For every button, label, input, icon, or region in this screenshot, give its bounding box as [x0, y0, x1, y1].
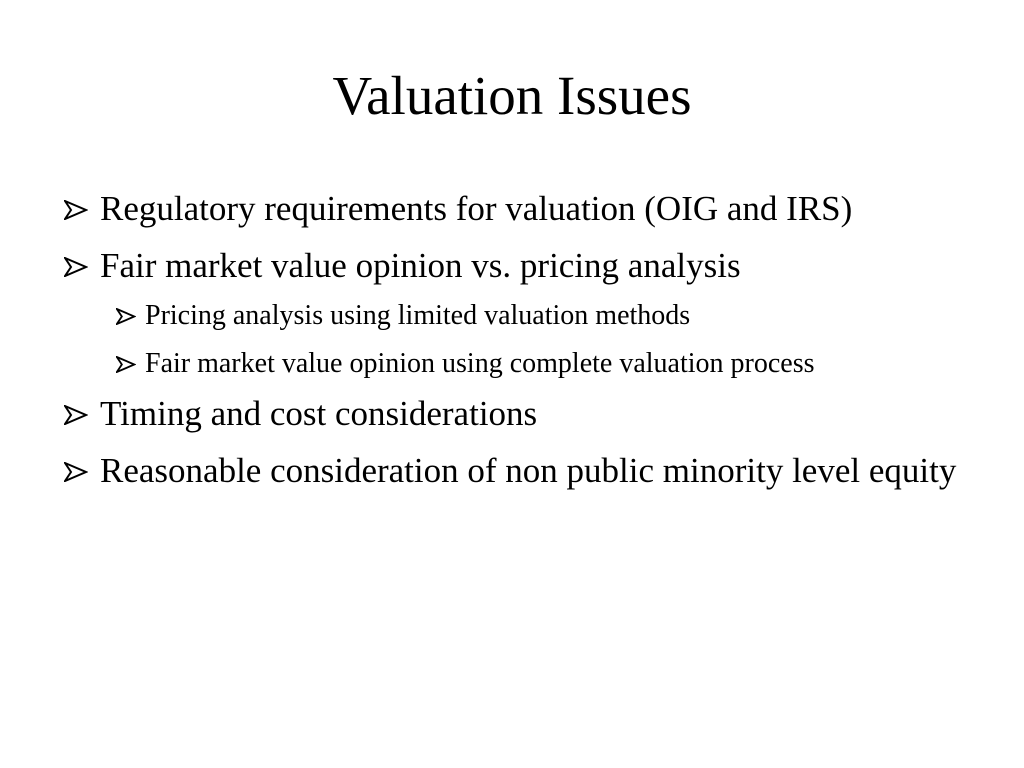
bullet-item — [64, 186, 964, 232]
sub-bullet-group — [64, 297, 964, 383]
slide-title: Valuation Issues — [332, 65, 692, 126]
bullet-item — [64, 391, 964, 437]
bullet-text: Timing and cost considerations — [100, 394, 538, 433]
bullet-text: Reasonable consideration of non public minority level equity — [100, 451, 957, 490]
arrowhead-bullet-icon — [64, 405, 88, 425]
arrowhead-bullet-icon — [116, 308, 136, 325]
bullet-text: Regulatory requirements for valuation (OIG and IRS) — [100, 189, 853, 228]
sub-bullet-text: Pricing analysis using limited valuation methods — [145, 300, 691, 331]
sub-bullet-item — [116, 297, 964, 335]
arrowhead-bullet-icon — [64, 200, 88, 220]
arrowhead-bullet-icon — [64, 257, 88, 277]
arrowhead-bullet-icon — [64, 462, 88, 482]
bullet-list — [64, 186, 964, 505]
bullet-item — [64, 448, 964, 494]
sub-bullet-item — [116, 345, 964, 383]
bullet-text: Fair market value opinion vs. pricing analysis — [100, 246, 741, 285]
bullet-item — [64, 243, 964, 289]
sub-bullet-list — [64, 297, 964, 383]
arrowhead-bullet-icon — [116, 356, 136, 373]
sub-bullet-text: Fair market value opinion using complete valuation process — [145, 348, 815, 379]
